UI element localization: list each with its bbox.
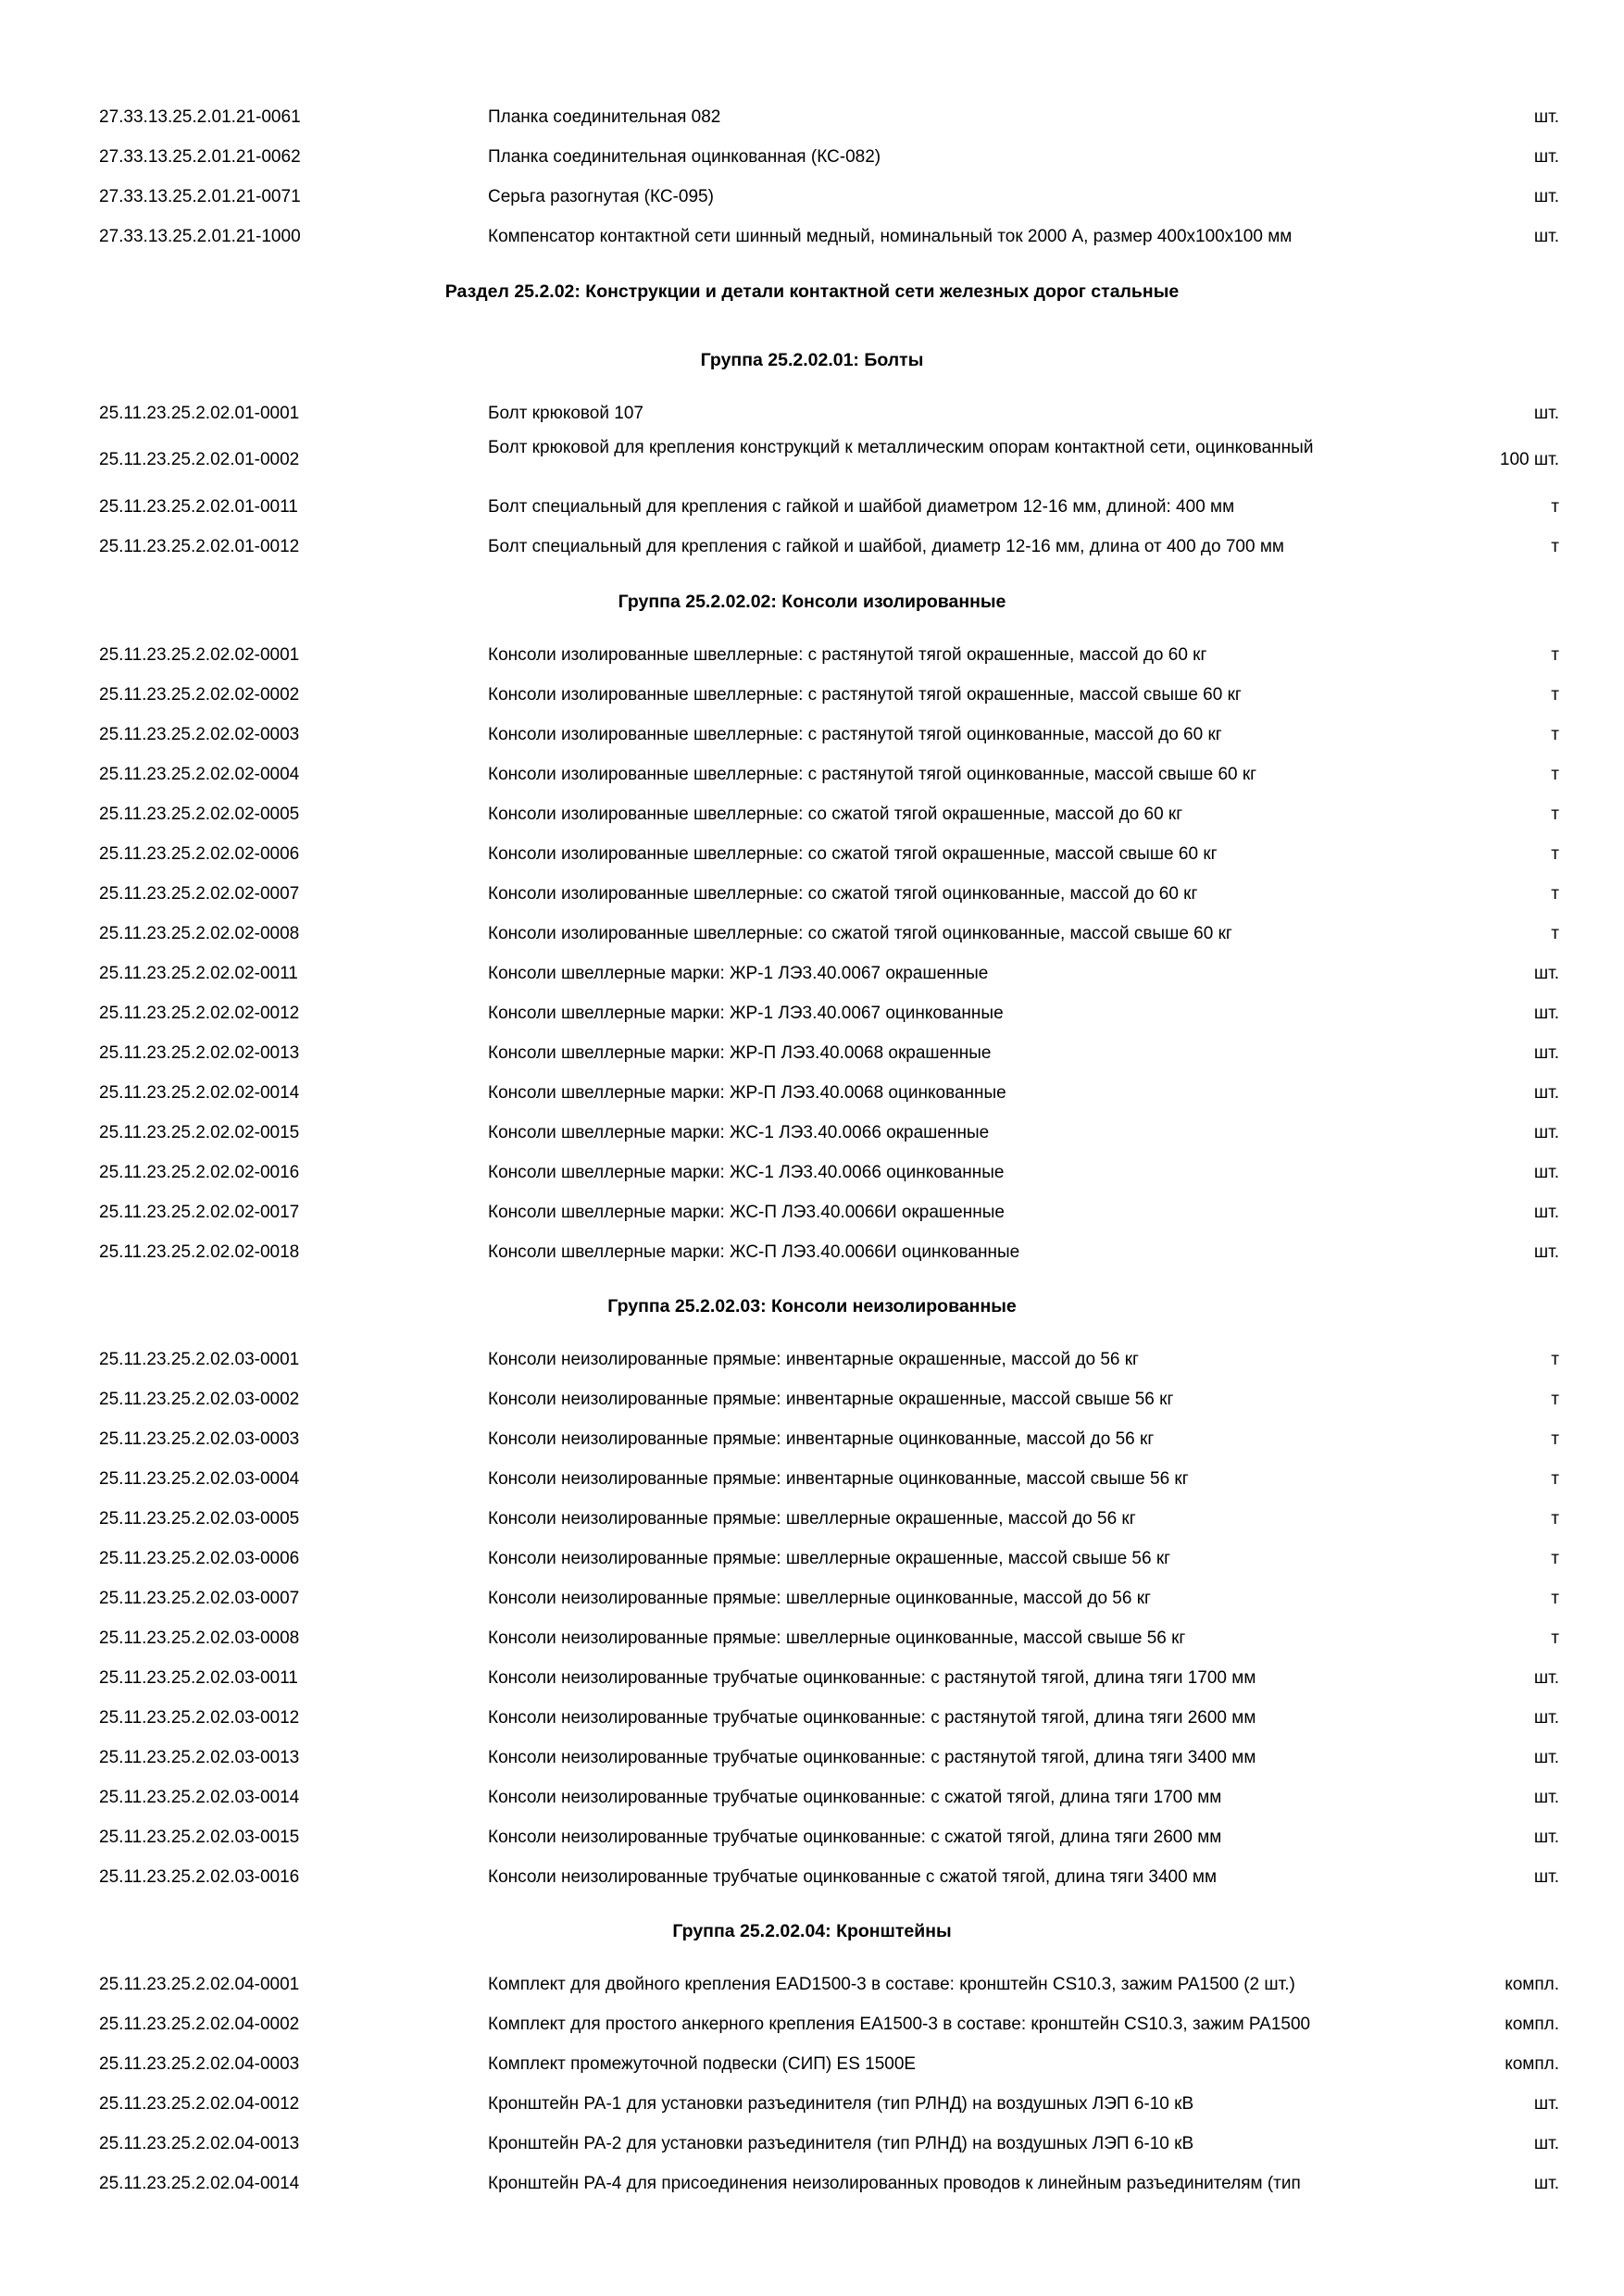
row-name: Консоли неизолированные трубчатые оцинкованные: с растянутой тягой, длина тяги 1700 мм bbox=[488, 1668, 1256, 1688]
table-row bbox=[0, 1660, 1624, 1697]
table-row bbox=[0, 1234, 1624, 1271]
row-name: Консоли швеллерные марки: ЖР-1 ЛЭ3.40.0067 оцинкованные bbox=[488, 1004, 1004, 1023]
row-unit: шт. bbox=[1533, 1748, 1559, 1767]
group-heading: Группа 25.2.02.02: Консоли изолированные bbox=[618, 592, 1006, 612]
row-unit: шт. bbox=[1533, 187, 1559, 206]
row-unit: шт. bbox=[1533, 1043, 1559, 1063]
row-code: 27.33.13.25.2.01.21-0071 bbox=[99, 187, 301, 206]
row-code: 25.11.23.25.2.02.03-0012 bbox=[99, 1708, 300, 1728]
row-code: 25.11.23.25.2.02.04-0003 bbox=[99, 2054, 300, 2074]
row-name: Консоли швеллерные марки: ЖС-1 ЛЭ3.40.0066 окрашенные bbox=[488, 1123, 990, 1142]
row-code: 25.11.23.25.2.02.02-0014 bbox=[99, 1083, 300, 1103]
row-code: 25.11.23.25.2.02.02-0008 bbox=[99, 924, 300, 943]
row-code: 25.11.23.25.2.02.03-0004 bbox=[99, 1469, 300, 1489]
table-row bbox=[0, 1154, 1624, 1192]
group-heading: Группа 25.2.02.03: Консоли неизолированные bbox=[607, 1296, 1017, 1316]
row-name: Консоли изолированные швеллерные: с растянутой тягой оцинкованные, массой свыше 60 кг bbox=[488, 765, 1257, 784]
table-row bbox=[0, 2086, 1624, 2123]
table-row bbox=[0, 1341, 1624, 1379]
row-name: Кронштейн РА-4 для присоединения неизолированных проводов к линейным разъединителям (тип bbox=[488, 2174, 1301, 2193]
row-unit: шт. bbox=[1533, 404, 1559, 423]
row-unit: т bbox=[1551, 1469, 1559, 1489]
row-unit: шт. bbox=[1533, 1788, 1559, 1807]
row-name: Консоли неизолированные трубчатые оцинкованные с сжатой тягой, длина тяги 3400 мм bbox=[488, 1867, 1218, 1887]
row-name: Болт крюковой 107 bbox=[488, 404, 643, 423]
row-code: 25.11.23.25.2.02.04-0002 bbox=[99, 2015, 300, 2034]
row-unit: т bbox=[1551, 884, 1559, 904]
row-code: 25.11.23.25.2.02.02-0013 bbox=[99, 1043, 300, 1063]
row-code: 25.11.23.25.2.02.03-0011 bbox=[99, 1668, 298, 1688]
row-name: Консоли швеллерные марки: ЖР-1 ЛЭ3.40.0067 окрашенные bbox=[488, 964, 989, 983]
row-code: 25.11.23.25.2.02.01-0011 bbox=[99, 497, 298, 517]
row-unit: шт. bbox=[1533, 2174, 1559, 2193]
row-name: Комплект для простого анкерного крепления EA1500-3 в составе: кронштейн CS10.3, зажим PA1500 bbox=[488, 2015, 1311, 2034]
row-name: Консоли неизолированные трубчатые оцинкованные: с сжатой тягой, длина тяги 2600 мм bbox=[488, 1828, 1222, 1847]
table-row bbox=[0, 139, 1624, 176]
row-unit: шт. bbox=[1533, 964, 1559, 983]
row-unit: шт. bbox=[1533, 1828, 1559, 1847]
row-name: Консоли неизолированные прямые: инвентарные окрашенные, массой свыше 56 кг bbox=[488, 1390, 1174, 1409]
row-code: 25.11.23.25.2.02.02-0002 bbox=[99, 685, 300, 705]
table-row bbox=[0, 677, 1624, 714]
row-name: Консоли изолированные швеллерные: с растянутой тягой окрашенные, массой до 60 кг bbox=[488, 645, 1207, 665]
row-code: 25.11.23.25.2.02.02-0004 bbox=[99, 765, 300, 784]
row-unit: шт. bbox=[1533, 227, 1559, 246]
row-name: Консоли швеллерные марки: ЖС-П ЛЭ3.40.0066И окрашенные bbox=[488, 1203, 1005, 1222]
row-unit: 100 шт. bbox=[1499, 450, 1559, 469]
table-row bbox=[0, 1779, 1624, 1816]
table-row bbox=[0, 2006, 1624, 2043]
table-row bbox=[0, 836, 1624, 873]
row-unit: т bbox=[1551, 1589, 1559, 1608]
row-code: 27.33.13.25.2.01.21-0062 bbox=[99, 147, 301, 167]
table-row bbox=[0, 2165, 1624, 2202]
row-code: 25.11.23.25.2.02.03-0016 bbox=[99, 1867, 300, 1887]
table-row bbox=[0, 529, 1624, 566]
row-name: Консоли швеллерные марки: ЖС-1 ЛЭ3.40.0066 оцинкованные bbox=[488, 1163, 1005, 1182]
row-name: Комплект промежуточной подвески (СИП) ES 1500E bbox=[488, 2054, 917, 2074]
row-unit: т bbox=[1551, 685, 1559, 705]
row-name: Консоли швеллерные марки: ЖР-П ЛЭ3.40.0068 оцинкованные bbox=[488, 1083, 1006, 1103]
row-name: Консоли изолированные швеллерные: со сжатой тягой окрашенные, массой до 60 кг bbox=[488, 805, 1183, 824]
row-unit: шт. bbox=[1533, 107, 1559, 127]
row-code: 25.11.23.25.2.02.02-0015 bbox=[99, 1123, 300, 1142]
row-unit: т bbox=[1551, 497, 1559, 517]
row-name: Консоли изолированные швеллерные: со сжатой тягой оцинкованные, массой до 60 кг bbox=[488, 884, 1198, 904]
row-code: 27.33.13.25.2.01.21-0061 bbox=[99, 107, 301, 127]
table-row bbox=[0, 1580, 1624, 1617]
row-code: 25.11.23.25.2.02.03-0002 bbox=[99, 1390, 300, 1409]
row-code: 25.11.23.25.2.02.03-0013 bbox=[99, 1748, 300, 1767]
row-code: 25.11.23.25.2.02.04-0001 bbox=[99, 1975, 300, 1994]
row-unit: т bbox=[1551, 805, 1559, 824]
table-row bbox=[0, 756, 1624, 793]
row-name: Консоли изолированные швеллерные: со сжатой тягой оцинкованные, массой свыше 60 кг bbox=[488, 924, 1232, 943]
row-code: 25.11.23.25.2.02.01-0012 bbox=[99, 537, 300, 556]
table-row bbox=[0, 1381, 1624, 1418]
row-unit: т bbox=[1551, 924, 1559, 943]
row-unit: шт. bbox=[1533, 1083, 1559, 1103]
row-code: 25.11.23.25.2.02.02-0012 bbox=[99, 1004, 300, 1023]
row-unit: компл. bbox=[1505, 2015, 1559, 2034]
row-name: Консоли неизолированные прямые: швеллерные окрашенные, массой до 56 кг bbox=[488, 1509, 1136, 1529]
table-row bbox=[0, 2126, 1624, 2163]
table-row bbox=[0, 2046, 1624, 2083]
row-code: 25.11.23.25.2.02.03-0003 bbox=[99, 1429, 300, 1449]
table-row bbox=[0, 717, 1624, 754]
row-code: 25.11.23.25.2.02.03-0001 bbox=[99, 1350, 300, 1369]
row-unit: шт. bbox=[1533, 1203, 1559, 1222]
row-name: Консоли изолированные швеллерные: со сжатой тягой окрашенные, массой свыше 60 кг bbox=[488, 844, 1218, 864]
row-unit: шт. bbox=[1533, 1004, 1559, 1023]
row-code: 25.11.23.25.2.02.02-0007 bbox=[99, 884, 300, 904]
row-name: Консоли швеллерные марки: ЖС-П ЛЭ3.40.0066И оцинкованные bbox=[488, 1242, 1020, 1262]
row-name: Комплект для двойного крепления EAD1500-3 в составе: кронштейн CS10.3, зажим PA1500 (2 шт.) bbox=[488, 1975, 1295, 1994]
row-code: 25.11.23.25.2.02.01-0002 bbox=[99, 450, 300, 469]
table-row bbox=[0, 876, 1624, 913]
row-name: Болт крюковой для крепления конструкций к металлическим опорам контактной сети, оцинкованный bbox=[488, 438, 1314, 457]
row-unit: шт. bbox=[1533, 2134, 1559, 2153]
row-name: Болт специальный для крепления с гайкой и шайбой диаметром 12-16 мм, длиной: 400 мм bbox=[488, 497, 1235, 517]
row-unit: т bbox=[1551, 1429, 1559, 1449]
row-unit: шт. bbox=[1533, 1123, 1559, 1142]
table-row bbox=[0, 1194, 1624, 1231]
row-unit: т bbox=[1551, 1628, 1559, 1648]
row-unit: т bbox=[1551, 537, 1559, 556]
table-row bbox=[0, 1035, 1624, 1072]
row-code: 25.11.23.25.2.02.02-0017 bbox=[99, 1203, 300, 1222]
row-unit: шт. bbox=[1533, 1708, 1559, 1728]
row-code: 25.11.23.25.2.02.02-0011 bbox=[99, 964, 298, 983]
row-name: Кронштейн РА-1 для установки разъединителя (тип РЛНД) на воздушных ЛЭП 6-10 кВ bbox=[488, 2094, 1194, 2114]
section-heading: Раздел 25.2.02: Конструкции и детали контактной сети железных дорог стальные bbox=[444, 281, 1180, 302]
row-name: Планка соединительная оцинкованная (КС-082) bbox=[488, 147, 881, 167]
row-unit: шт. bbox=[1533, 1668, 1559, 1688]
row-unit: компл. bbox=[1505, 2054, 1559, 2074]
row-name: Консоли изолированные швеллерные: с растянутой тягой окрашенные, массой свыше 60 кг bbox=[488, 685, 1242, 705]
row-unit: т bbox=[1551, 645, 1559, 665]
row-name: Консоли неизолированные прямые: швеллерные окрашенные, массой свыше 56 кг bbox=[488, 1549, 1171, 1568]
row-code: 27.33.13.25.2.01.21-1000 bbox=[99, 227, 301, 246]
row-name: Компенсатор контактной сети шинный медный, номинальный ток 2000 А, размер 400х100х100 мм bbox=[488, 227, 1293, 246]
table-row bbox=[0, 955, 1624, 992]
row-code: 25.11.23.25.2.02.04-0014 bbox=[99, 2174, 300, 2193]
row-code: 25.11.23.25.2.02.02-0003 bbox=[99, 725, 300, 744]
row-code: 25.11.23.25.2.02.03-0014 bbox=[99, 1788, 300, 1807]
table-row bbox=[0, 796, 1624, 833]
row-code: 25.11.23.25.2.02.04-0013 bbox=[99, 2134, 300, 2153]
row-unit: т bbox=[1551, 1549, 1559, 1568]
row-unit: компл. bbox=[1505, 1975, 1559, 1994]
table-row bbox=[0, 1700, 1624, 1737]
table-row bbox=[0, 1421, 1624, 1458]
row-unit: т bbox=[1551, 1390, 1559, 1409]
row-code: 25.11.23.25.2.02.02-0016 bbox=[99, 1163, 300, 1182]
row-name: Консоли неизолированные прямые: инвентарные оцинкованные, массой свыше 56 кг bbox=[488, 1469, 1189, 1489]
group-heading: Группа 25.2.02.01: Болты bbox=[700, 350, 924, 370]
table-row bbox=[0, 99, 1624, 136]
row-unit: шт. bbox=[1533, 147, 1559, 167]
row-unit: т bbox=[1551, 725, 1559, 744]
table-row bbox=[0, 1620, 1624, 1657]
row-code: 25.11.23.25.2.02.03-0007 bbox=[99, 1589, 300, 1608]
table-row bbox=[0, 995, 1624, 1032]
table-row bbox=[0, 1075, 1624, 1112]
table-row bbox=[0, 637, 1624, 674]
table-row bbox=[0, 179, 1624, 216]
row-unit: шт. bbox=[1533, 1867, 1559, 1887]
row-name: Консоли неизолированные трубчатые оцинкованные: с растянутой тягой, длина тяги 2600 мм bbox=[488, 1708, 1256, 1728]
row-name: Серьга разогнутая (КС-095) bbox=[488, 187, 714, 206]
row-name: Консоли неизолированные трубчатые оцинкованные: с растянутой тягой, длина тяги 3400 мм bbox=[488, 1748, 1256, 1767]
row-code: 25.11.23.25.2.02.02-0005 bbox=[99, 805, 300, 824]
table-row bbox=[0, 1501, 1624, 1538]
table-row bbox=[0, 395, 1624, 432]
table-row bbox=[0, 1541, 1624, 1578]
row-name: Консоли швеллерные марки: ЖР-П ЛЭ3.40.0068 окрашенные bbox=[488, 1043, 992, 1063]
table-row bbox=[0, 1115, 1624, 1152]
table-row bbox=[0, 916, 1624, 953]
row-unit: шт. bbox=[1533, 1163, 1559, 1182]
row-code: 25.11.23.25.2.02.02-0001 bbox=[99, 645, 300, 665]
group-heading: Группа 25.2.02.04: Кронштейны bbox=[672, 1921, 952, 1941]
row-code: 25.11.23.25.2.02.03-0005 bbox=[99, 1509, 300, 1529]
table-row bbox=[0, 1461, 1624, 1498]
row-code: 25.11.23.25.2.02.03-0015 bbox=[99, 1828, 300, 1847]
row-unit: т bbox=[1551, 765, 1559, 784]
row-name: Болт специальный для крепления с гайкой и шайбой, диаметр 12-16 мм, длина от 400 до 700 мм bbox=[488, 537, 1284, 556]
table-row bbox=[0, 1966, 1624, 2003]
row-code: 25.11.23.25.2.02.03-0008 bbox=[99, 1628, 300, 1648]
row-unit: т bbox=[1551, 1509, 1559, 1529]
row-name: Кронштейн РА-2 для установки разъединителя (тип РЛНД) на воздушных ЛЭП 6-10 кВ bbox=[488, 2134, 1194, 2153]
row-unit: шт. bbox=[1533, 1242, 1559, 1262]
table-row bbox=[0, 1740, 1624, 1777]
row-code: 25.11.23.25.2.02.04-0012 bbox=[99, 2094, 300, 2114]
table-row bbox=[0, 428, 1624, 493]
row-name: Консоли неизолированные трубчатые оцинкованные: с сжатой тягой, длина тяги 1700 мм bbox=[488, 1788, 1222, 1807]
row-code: 25.11.23.25.2.02.03-0006 bbox=[99, 1549, 300, 1568]
table-row bbox=[0, 489, 1624, 526]
table-row bbox=[0, 1859, 1624, 1896]
row-code: 25.11.23.25.2.02.01-0001 bbox=[99, 404, 300, 423]
row-name: Консоли изолированные швеллерные: с растянутой тягой оцинкованные, массой до 60 кг bbox=[488, 725, 1222, 744]
row-unit: шт. bbox=[1533, 2094, 1559, 2114]
table-row bbox=[0, 1819, 1624, 1856]
row-code: 25.11.23.25.2.02.02-0006 bbox=[99, 844, 300, 864]
row-name: Планка соединительная 082 bbox=[488, 107, 721, 127]
row-unit: т bbox=[1551, 1350, 1559, 1369]
row-name: Консоли неизолированные прямые: инвентарные оцинкованные, массой до 56 кг bbox=[488, 1429, 1155, 1449]
row-unit: т bbox=[1551, 844, 1559, 864]
row-name: Консоли неизолированные прямые: швеллерные оцинкованные, массой свыше 56 кг bbox=[488, 1628, 1186, 1648]
row-name: Консоли неизолированные прямые: инвентарные окрашенные, массой до 56 кг bbox=[488, 1350, 1139, 1369]
row-code: 25.11.23.25.2.02.02-0018 bbox=[99, 1242, 300, 1262]
table-row bbox=[0, 218, 1624, 256]
row-name: Консоли неизолированные прямые: швеллерные оцинкованные, массой до 56 кг bbox=[488, 1589, 1151, 1608]
